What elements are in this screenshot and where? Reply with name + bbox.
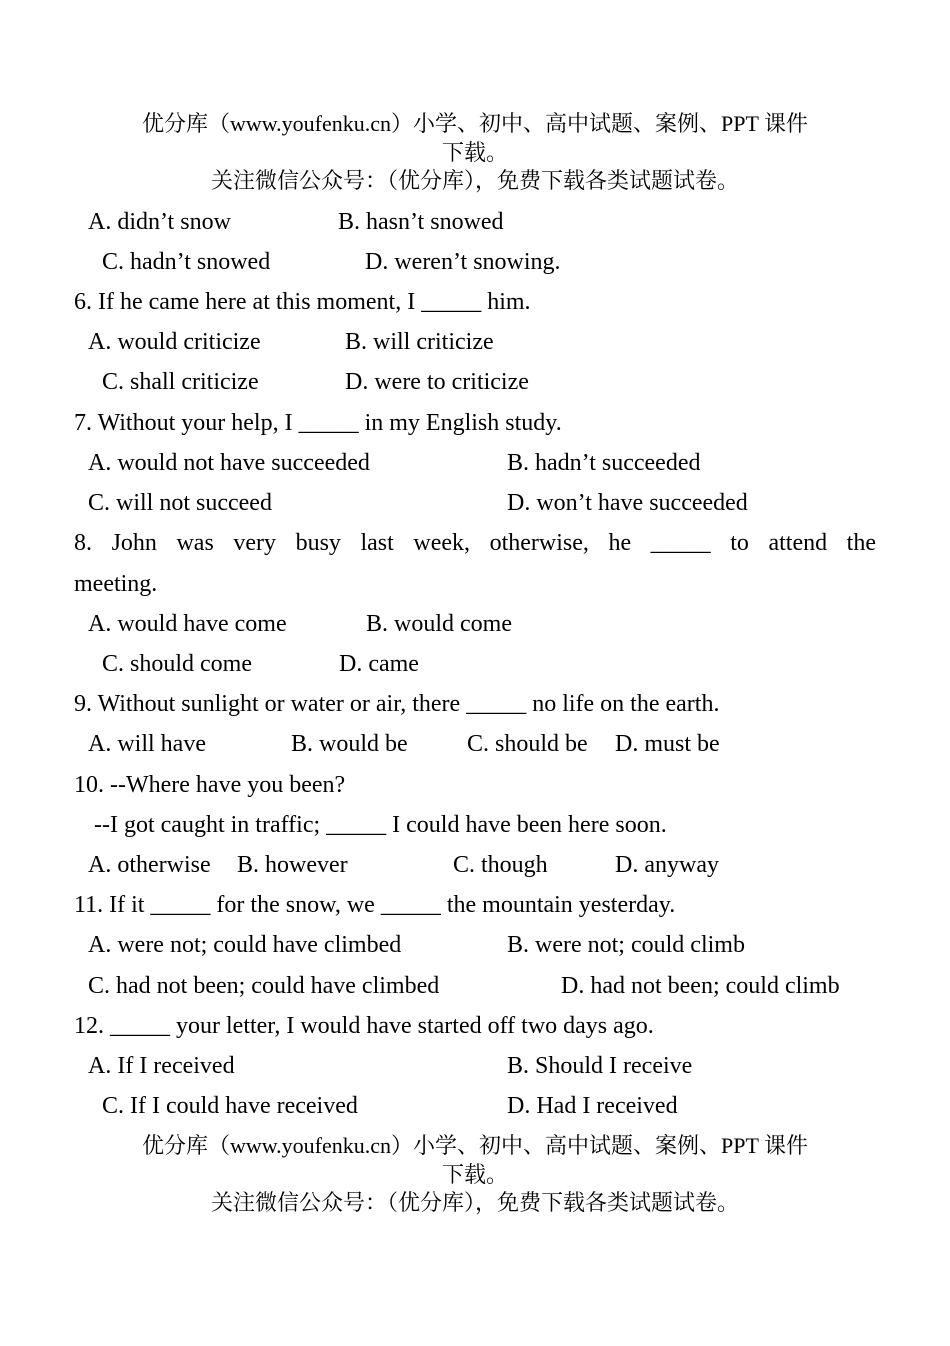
q7-stem: 7. Without your help, I _____ in my English study.	[74, 410, 562, 436]
q9-stem: 9. Without sunlight or water or air, there _____ no life on the earth.	[74, 691, 720, 717]
q8-stem-line-2: meeting.	[74, 571, 158, 597]
header-line-2: 下载。	[441, 140, 508, 165]
q12-stem: 12. _____ your letter, I would have started off two days ago.	[74, 1013, 654, 1039]
q8-option-d: D. came	[339, 651, 419, 677]
q10-stem-line-2: --I got caught in traffic; _____ I could have been here soon.	[94, 812, 667, 838]
q8-stem-line-1: 8. John was very busy last week, otherwise, he _____ to attend the	[74, 530, 876, 556]
q10-option-c: C. though	[453, 852, 548, 878]
q9-option-c: C. should be	[467, 731, 588, 757]
q8-option-a: A. would have come	[88, 611, 287, 637]
q6-stem: 6. If he came here at this moment, I _____ him.	[74, 289, 531, 315]
header-line-1: 优分库（www.youfenku.cn）小学、初中、高中试题、案例、PPT 课件	[141, 111, 809, 136]
q5-option-d: D. weren’t snowing.	[365, 249, 561, 275]
q7-option-c: C. will not succeed	[88, 490, 272, 516]
q8-option-c: C. should come	[102, 651, 252, 677]
q7-option-d: D. won’t have succeeded	[507, 490, 748, 516]
q7-option-a: A. would not have succeeded	[88, 450, 370, 476]
footer-line-3: 关注微信公众号：（优分库），免费下载各类试题试卷。	[210, 1190, 739, 1215]
q10-stem-line-1: 10. --Where have you been?	[74, 772, 346, 798]
q12-option-c: C. If I could have received	[102, 1093, 358, 1119]
q6-option-b: B. will criticize	[345, 329, 494, 355]
q5-option-c: C. hadn’t snowed	[102, 249, 271, 275]
q12-option-a: A. If I received	[88, 1053, 235, 1079]
q9-option-a: A. will have	[88, 731, 206, 757]
q6-option-a: A. would criticize	[88, 329, 261, 355]
q8-option-b: B. would come	[366, 611, 512, 637]
q10-option-a: A. otherwise	[88, 852, 211, 878]
q5-option-b: B. hasn’t snowed	[338, 209, 504, 235]
q11-option-c: C. had not been; could have climbed	[88, 973, 440, 999]
q5-option-a: A. didn’t snow	[88, 209, 231, 235]
q9-option-d: D. must be	[615, 731, 720, 757]
q11-stem: 11. If it _____ for the snow, we _____ the mountain yesterday.	[74, 892, 676, 918]
q10-option-d: D. anyway	[615, 852, 719, 878]
header-line-3: 关注微信公众号：（优分库），免费下载各类试题试卷。	[210, 168, 739, 193]
q12-option-d: D. Had I received	[507, 1093, 678, 1119]
q9-option-b: B. would be	[291, 731, 408, 757]
footer-line-1: 优分库（www.youfenku.cn）小学、初中、高中试题、案例、PPT 课件	[141, 1133, 809, 1158]
q10-option-b: B. however	[237, 852, 348, 878]
q6-option-d: D. were to criticize	[345, 369, 529, 395]
q11-option-b: B. were not; could climb	[507, 932, 745, 958]
q12-option-b: B. Should I receive	[507, 1053, 693, 1079]
footer-line-2: 下载。	[441, 1162, 508, 1187]
q7-option-b: B. hadn’t succeeded	[507, 450, 701, 476]
q6-option-c: C. shall criticize	[102, 369, 259, 395]
q11-option-d: D. had not been; could climb	[561, 973, 840, 999]
q11-option-a: A. were not; could have climbed	[88, 932, 402, 958]
